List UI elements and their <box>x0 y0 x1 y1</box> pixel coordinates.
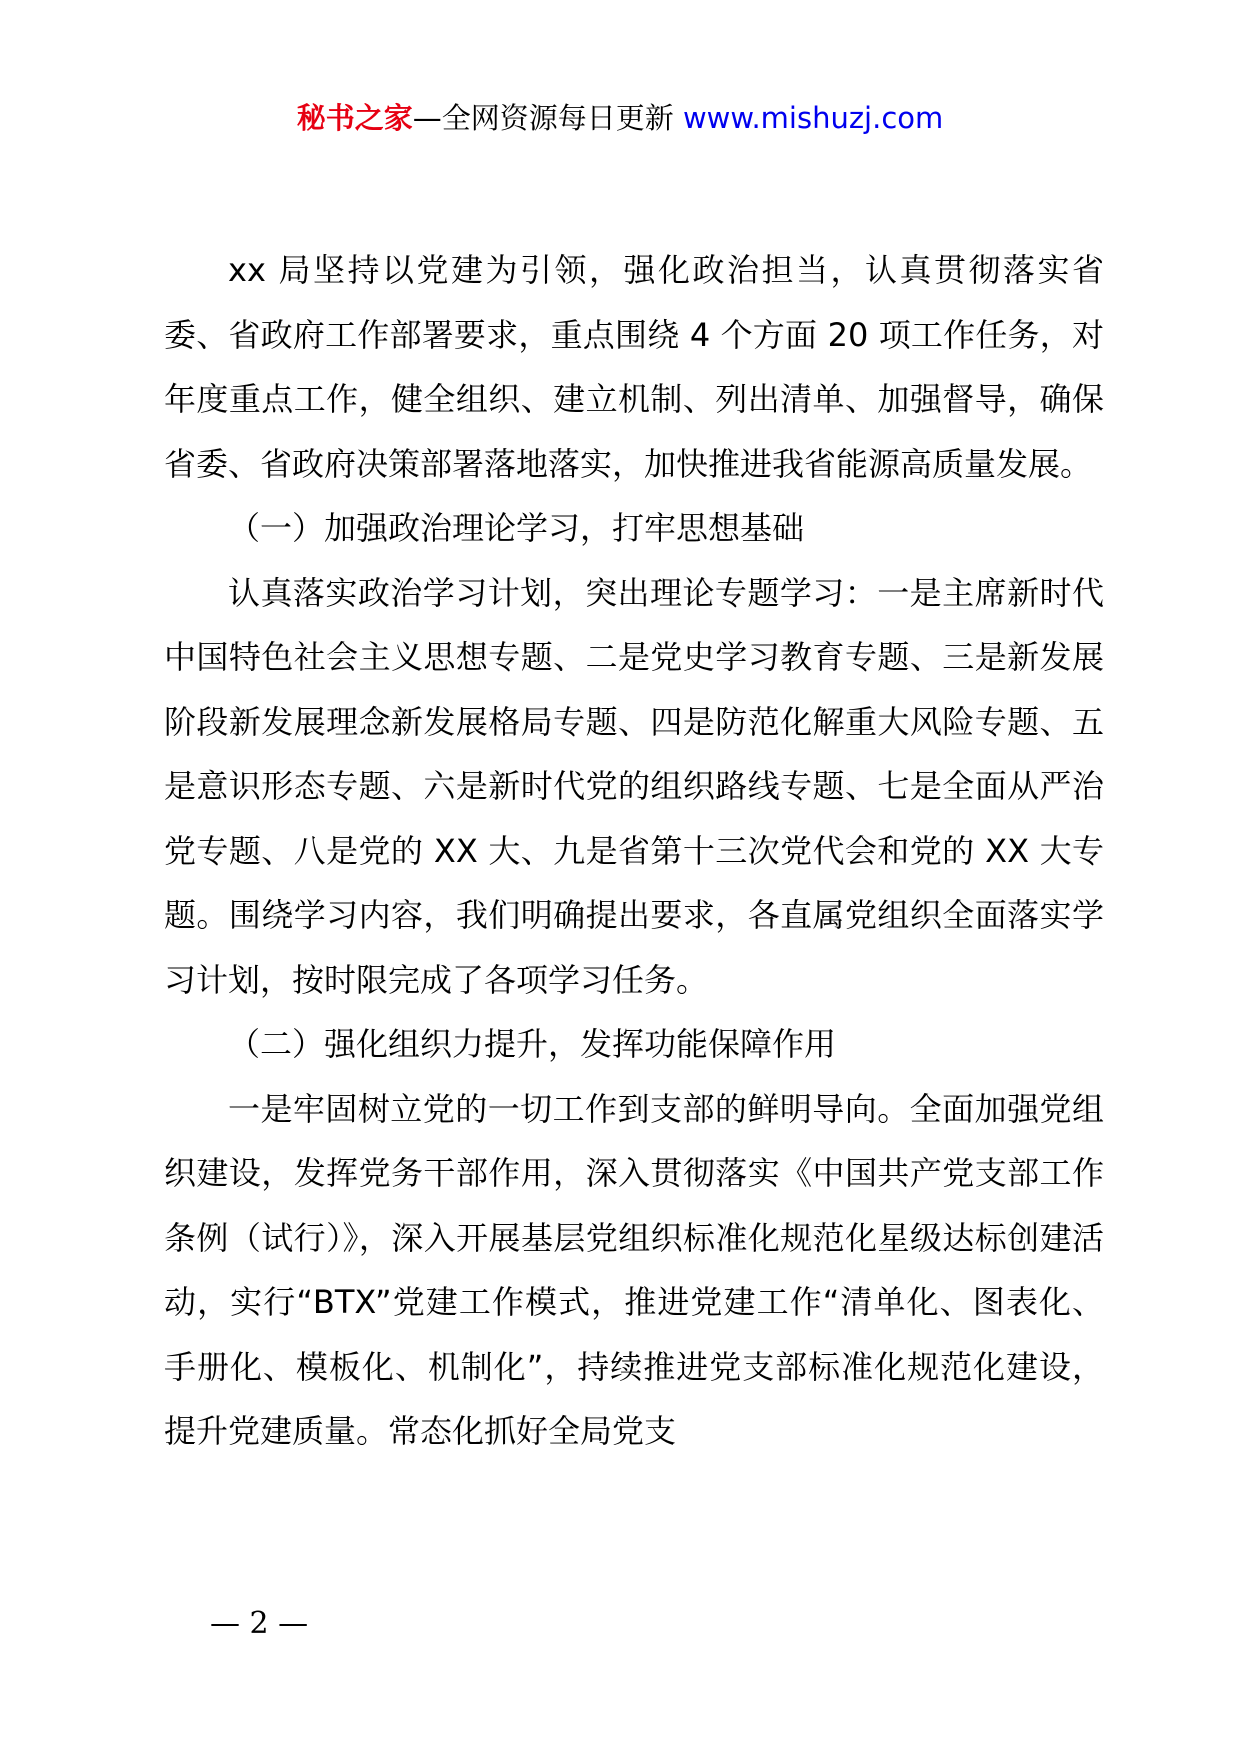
banner-tagline: —全网资源每日更新 <box>412 101 674 135</box>
site-url-link[interactable]: www.mishuzj.com <box>682 101 944 135</box>
intro-paragraph: xx 局坚持以党建为引领，强化政治担当，认真贯彻落实省委、省政府工作部署要求，重点围绕 4 个方面 20 项工作任务，对年度重点工作，健全组织、建立机制、列出清单、加强督导，确保省委、省政府决策部署落地落实，加快推进我省能源高质量发展。 <box>164 251 1104 483</box>
page-number: — 2 — <box>210 1606 309 1641</box>
document-body <box>164 238 1104 1464</box>
section-1-paragraph: 认真落实政治学习计划，突出理论专题学习：一是主席新时代中国特色社会主义思想专题、二是党史学习教育专题、三是新发展阶段新发展理念新发展格局专题、四是防范化解重大风险专题、五是意识形态专题、六是新时代党的组织路线专题、七是全面从严治党专题、八是党的 XX 大、九是省第十三次党代会和党的 XX 大专题。围绕学习内容，我们明确提出要求，各直属党组织全面落实学习计划，按时限完成了各项学习任务。 <box>164 573 1104 999</box>
section-2-paragraph: 一是牢固树立党的一切工作到支部的鲜明导向。全面加强党组织建设，发挥党务干部作用，深入贯彻落实《中国共产党支部工作条例（试行）》，深入开展基层党组织标准化规范化星级达标创建活动，实行“BTX”党建工作模式，推进党建工作“清单化、图表化、手册化、模板化、机制化”，持续推进党支部标准化规范化建设，提升党建质量。常态化抓好全局党支 <box>164 1089 1104 1450</box>
brand-name: 秘书之家 <box>296 101 413 135</box>
section-heading-1: （一）加强政治理论学习，打牢思想基础 <box>228 509 805 547</box>
section-heading-2: （二）强化组织力提升，发挥功能保障作用 <box>228 1025 837 1063</box>
site-banner <box>0 98 1240 138</box>
